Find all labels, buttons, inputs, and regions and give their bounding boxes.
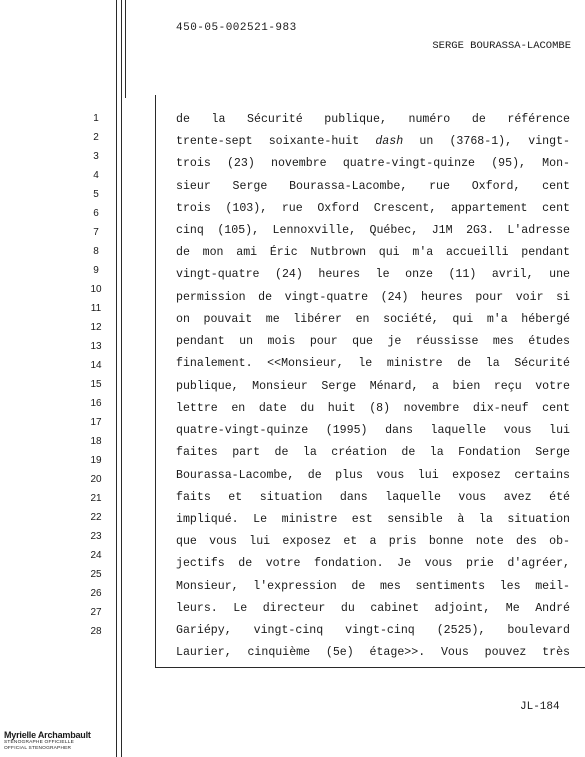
line-number: 13 — [90, 341, 102, 352]
transcript-line: Gariépy, vingt-cinq vingt-cinq (2525), boulevard — [176, 624, 570, 637]
transcript-line: lettre en date du huit (8) novembre dix-neuf cent — [176, 402, 570, 415]
stenographer-title-fr: STÉNOGRAPHE OFFICIELLE — [4, 740, 74, 745]
transcript-line: que vous lui exposez et a pris bonne note des ob- — [176, 535, 570, 548]
left-margin-rule-inner — [121, 0, 122, 757]
line-number: 2 — [93, 132, 99, 143]
transcript-line: de mon ami Éric Nutbrown qui m'a accueilli pendant — [176, 246, 570, 259]
transcript-line: Laurier, cinquième (5e) étage>>. Vous pouvez très — [176, 646, 570, 659]
transcript-line: faits et situation dans laquelle vous avez été — [176, 491, 570, 504]
transcript-line: de la Sécurité publique, numéro de référence — [176, 113, 570, 126]
page-code: JL-184 — [520, 701, 560, 713]
transcript-line: impliqué. Le ministre est sensible à la situation — [176, 513, 570, 526]
line-number: 9 — [93, 265, 99, 276]
transcript-line: quatre-vingt-quinze (1995) dans laquelle vous lui — [176, 424, 570, 437]
left-margin-rule-third — [125, 0, 126, 98]
transcript-line: trente-sept soixante-huit dash un (3768-1), vingt- — [176, 135, 570, 148]
transcript-line: jectifs de votre fondation. Je vous prie d'agréer, — [176, 557, 570, 570]
transcript-line: sieur Serge Bourassa-Lacombe, rue Oxford, cent — [176, 180, 570, 193]
line-number: 5 — [93, 189, 99, 200]
transcript-line: trois (23) novembre quatre-vingt-quinze (95), Mon- — [176, 157, 570, 170]
line-number: 1 — [93, 113, 99, 124]
line-number: 12 — [90, 322, 102, 333]
stenographer-name: Myrielle Archambault — [4, 730, 91, 740]
transcript-line: leurs. Le directeur du cabinet adjoint, Me André — [176, 602, 570, 615]
stenographer-title-en: OFFICIAL STENOGRAPHER — [4, 745, 72, 751]
line-number: 8 — [93, 246, 99, 257]
transcript-line: on pouvait me libérer en société, qui m'a hébergé — [176, 313, 570, 326]
line-number: 10 — [90, 284, 102, 295]
transcript-line: cinq (105), Lennoxville, Québec, J1M 2G3. L'adresse — [176, 224, 570, 237]
person-name: SERGE BOURASSA-LACOMBE — [432, 40, 571, 52]
line-number: 28 — [90, 626, 102, 637]
emphasized-word: dash — [375, 135, 404, 148]
line-number: 11 — [90, 303, 102, 314]
line-number: 16 — [90, 398, 102, 409]
line-number: 17 — [90, 417, 102, 428]
transcript-line: pendant un mois pour que je réussisse mes études — [176, 335, 570, 348]
line-number: 21 — [90, 493, 102, 504]
transcript-line: finalement. <<Monsieur, le ministre de la Sécurité — [176, 357, 570, 370]
transcript-line: vingt-quatre (24) heures le onze (11) avril, une — [176, 268, 570, 281]
line-number: 25 — [90, 569, 102, 580]
left-margin-rule — [116, 0, 117, 757]
line-number: 20 — [90, 474, 102, 485]
line-number: 22 — [90, 512, 102, 523]
line-number: 6 — [93, 208, 99, 219]
transcript-line: faites part de la création de la Fondation Serge — [176, 446, 570, 459]
transcript-line: Bourassa-Lacombe, de plus vous lui exposez certains — [176, 469, 570, 482]
transcript-line: Monsieur, l'expression de mes sentiments les meil- — [176, 580, 570, 593]
text-bottom-rule — [155, 667, 585, 668]
line-number: 24 — [90, 550, 102, 561]
transcript-line: permission de vingt-quatre (24) heures pour voir si — [176, 291, 570, 304]
text-margin-rule — [155, 95, 156, 668]
line-number: 3 — [93, 151, 99, 162]
line-number: 4 — [93, 170, 99, 181]
line-number: 23 — [90, 531, 102, 542]
line-number: 18 — [90, 436, 102, 447]
line-number: 26 — [90, 588, 102, 599]
line-number: 14 — [90, 360, 102, 371]
line-number: 19 — [90, 455, 102, 466]
transcript-line: trois (103), rue Oxford Crescent, appartement cent — [176, 202, 570, 215]
case-number: 450-05-002521-983 — [176, 22, 297, 34]
transcript-line: publique, Monsieur Serge Ménard, a bien reçu votre — [176, 380, 570, 393]
stenographer-stamp — [4, 730, 91, 751]
line-number: 7 — [93, 227, 99, 238]
line-number: 15 — [90, 379, 102, 390]
line-number: 27 — [90, 607, 102, 618]
